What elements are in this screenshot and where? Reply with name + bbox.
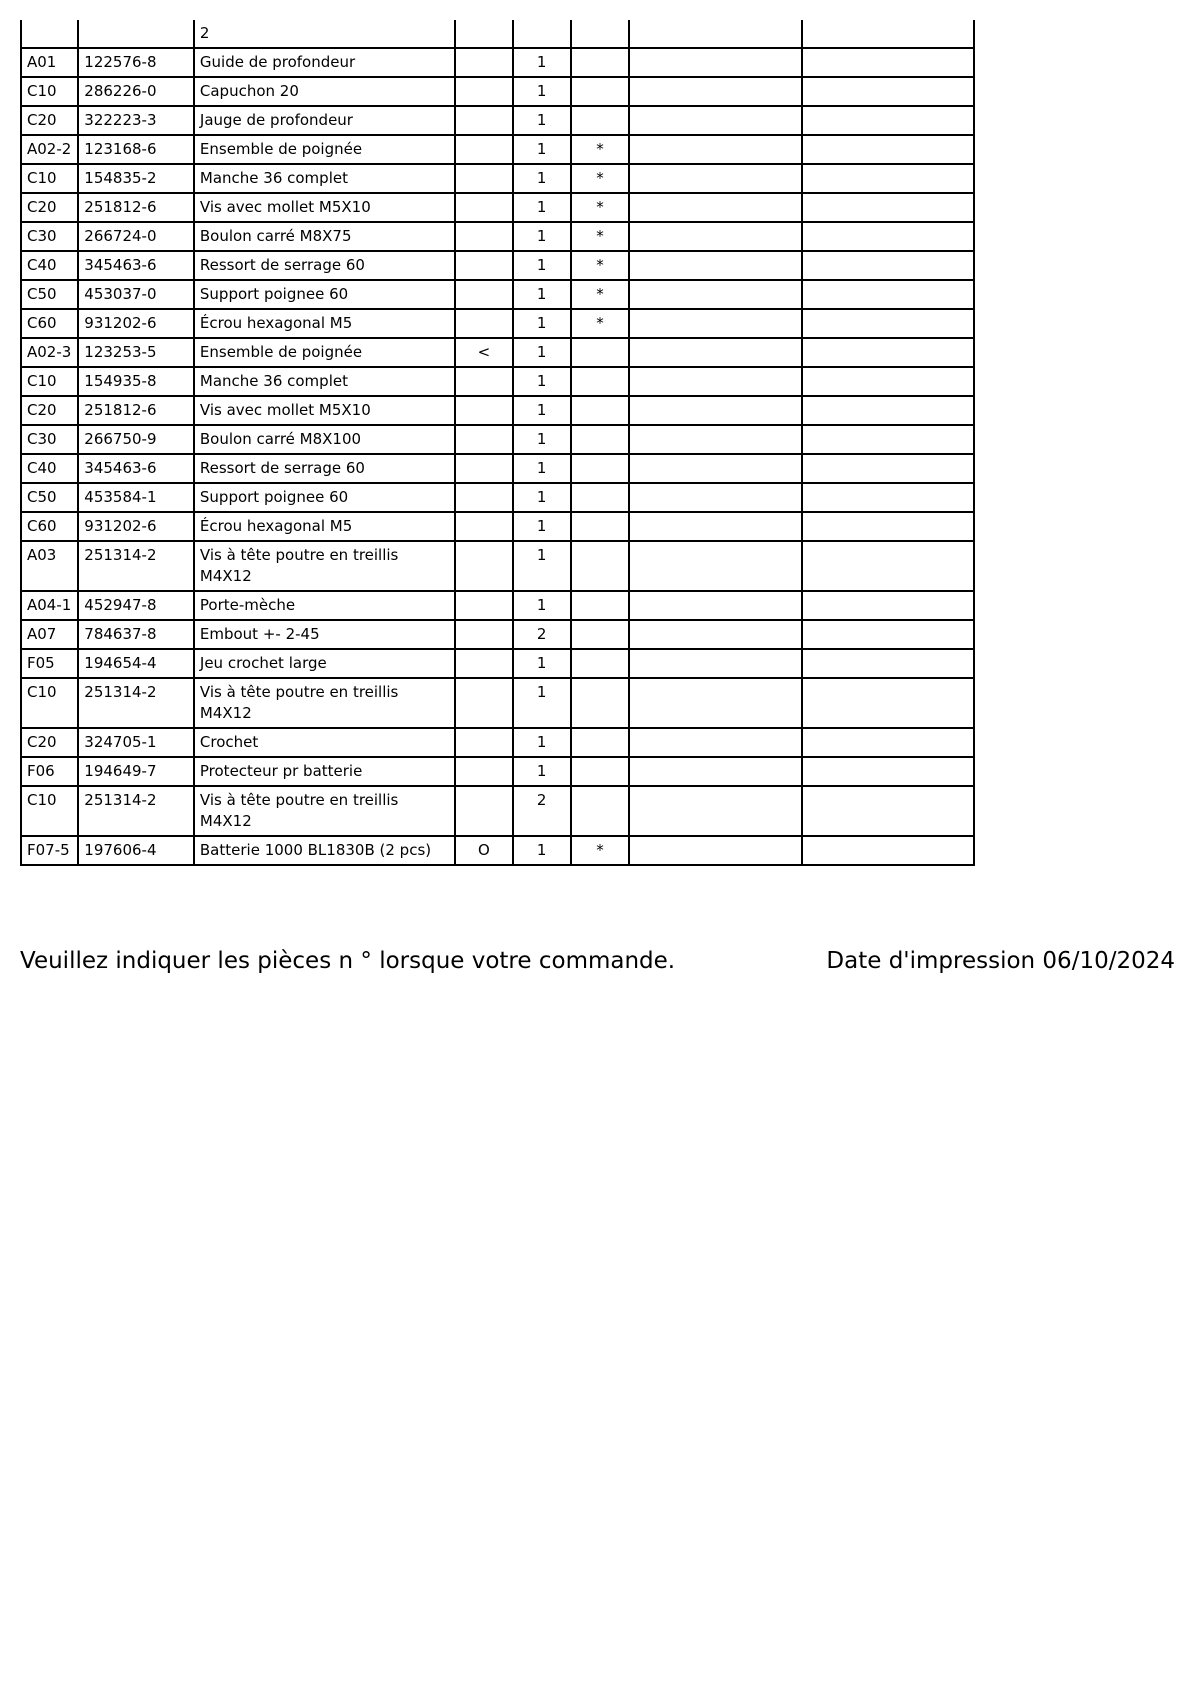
quantity-cell: 1 — [513, 836, 571, 865]
table-row — [21, 786, 974, 836]
blank-cell — [629, 309, 802, 338]
note-cell — [571, 512, 629, 541]
symbol-cell — [455, 135, 512, 164]
blank-cell — [802, 541, 974, 591]
table-row — [21, 728, 974, 757]
blank-cell — [802, 222, 974, 251]
blank-cell — [802, 193, 974, 222]
table-row — [21, 649, 974, 678]
quantity-cell: 1 — [513, 757, 571, 786]
table-row — [21, 483, 974, 512]
note-cell: * — [571, 836, 629, 865]
symbol-cell — [455, 786, 512, 836]
blank-cell — [629, 164, 802, 193]
description-cell: Jeu crochet large — [194, 649, 455, 678]
quantity-cell: 1 — [513, 367, 571, 396]
table-row — [21, 425, 974, 454]
table-row — [21, 164, 974, 193]
part-number-cell: 251812-6 — [78, 396, 194, 425]
table-row — [21, 512, 974, 541]
part-number-cell: 345463-6 — [78, 251, 194, 280]
quantity-cell: 1 — [513, 396, 571, 425]
description-cell: Crochet — [194, 728, 455, 757]
quantity-cell: 1 — [513, 541, 571, 591]
description-cell: Boulon carré M8X100 — [194, 425, 455, 454]
symbol-cell — [455, 591, 512, 620]
item-cell: F06 — [21, 757, 78, 786]
quantity-cell: 1 — [513, 591, 571, 620]
symbol-cell — [455, 164, 512, 193]
quantity-cell: 1 — [513, 338, 571, 367]
symbol-cell — [455, 106, 512, 135]
part-number-cell: 322223-3 — [78, 106, 194, 135]
note-cell: * — [571, 280, 629, 309]
item-cell: C10 — [21, 678, 78, 728]
blank-cell — [802, 280, 974, 309]
note-cell — [571, 338, 629, 367]
table-row — [21, 280, 974, 309]
description-cell: Manche 36 complet — [194, 367, 455, 396]
blank-cell — [802, 649, 974, 678]
item-cell: A07 — [21, 620, 78, 649]
table-row — [21, 193, 974, 222]
blank-cell — [802, 396, 974, 425]
description-cell: Protecteur pr batterie — [194, 757, 455, 786]
item-cell: C60 — [21, 512, 78, 541]
description-cell: Vis avec mollet M5X10 — [194, 193, 455, 222]
part-number-cell: 931202-6 — [78, 512, 194, 541]
part-number-cell: 194654-4 — [78, 649, 194, 678]
table-row — [21, 20, 974, 48]
blank-cell — [802, 77, 974, 106]
description-cell: Ensemble de poignée — [194, 338, 455, 367]
blank-cell — [802, 591, 974, 620]
symbol-cell: < — [455, 338, 512, 367]
quantity-cell: 1 — [513, 425, 571, 454]
blank-cell — [802, 757, 974, 786]
description-cell: Boulon carré M8X75 — [194, 222, 455, 251]
note-cell — [571, 728, 629, 757]
symbol-cell — [455, 454, 512, 483]
table-row — [21, 309, 974, 338]
symbol-cell: O — [455, 836, 512, 865]
table-row — [21, 678, 974, 728]
part-number-cell: 266750-9 — [78, 425, 194, 454]
part-number-cell: 123168-6 — [78, 135, 194, 164]
table-row — [21, 367, 974, 396]
blank-cell — [629, 728, 802, 757]
item-cell: C20 — [21, 193, 78, 222]
item-cell: C10 — [21, 786, 78, 836]
table-row — [21, 396, 974, 425]
blank-cell — [802, 106, 974, 135]
part-number-cell — [78, 20, 194, 48]
note-cell — [571, 541, 629, 591]
item-cell: C30 — [21, 222, 78, 251]
item-cell: A04-1 — [21, 591, 78, 620]
item-cell: C50 — [21, 280, 78, 309]
item-cell: A02-2 — [21, 135, 78, 164]
blank-cell — [629, 678, 802, 728]
note-cell — [571, 678, 629, 728]
blank-cell — [629, 251, 802, 280]
item-cell: F07-5 — [21, 836, 78, 865]
description-cell: Support poignee 60 — [194, 280, 455, 309]
note-cell — [571, 77, 629, 106]
description-cell: Vis avec mollet M5X10 — [194, 396, 455, 425]
symbol-cell — [455, 20, 512, 48]
item-cell: A03 — [21, 541, 78, 591]
symbol-cell — [455, 48, 512, 77]
blank-cell — [802, 836, 974, 865]
part-number-cell: 154835-2 — [78, 164, 194, 193]
blank-cell — [629, 541, 802, 591]
quantity-cell: 1 — [513, 251, 571, 280]
quantity-cell: 1 — [513, 193, 571, 222]
quantity-cell: 1 — [513, 678, 571, 728]
part-number-cell: 453584-1 — [78, 483, 194, 512]
part-number-cell: 194649-7 — [78, 757, 194, 786]
blank-cell — [802, 786, 974, 836]
blank-cell — [802, 251, 974, 280]
blank-cell — [802, 728, 974, 757]
note-cell: * — [571, 135, 629, 164]
blank-cell — [629, 454, 802, 483]
item-cell: A01 — [21, 48, 78, 77]
part-number-cell: 453037-0 — [78, 280, 194, 309]
blank-cell — [629, 367, 802, 396]
description-cell: Embout +- 2-45 — [194, 620, 455, 649]
description-cell: Écrou hexagonal M5 — [194, 512, 455, 541]
note-cell: * — [571, 251, 629, 280]
item-cell: C40 — [21, 251, 78, 280]
quantity-cell: 1 — [513, 280, 571, 309]
part-number-cell: 784637-8 — [78, 620, 194, 649]
quantity-cell: 1 — [513, 77, 571, 106]
blank-cell — [802, 338, 974, 367]
description-cell: Batterie 1000 BL1830B (2 pcs) — [194, 836, 455, 865]
blank-cell — [629, 106, 802, 135]
part-number-cell: 251812-6 — [78, 193, 194, 222]
item-cell: C40 — [21, 454, 78, 483]
description-cell: Vis à tête poutre en treillis M4X12 — [194, 678, 455, 728]
symbol-cell — [455, 309, 512, 338]
description-cell: Vis à tête poutre en treillis M4X12 — [194, 541, 455, 591]
symbol-cell — [455, 678, 512, 728]
blank-cell — [629, 338, 802, 367]
quantity-cell: 1 — [513, 483, 571, 512]
table-row — [21, 251, 974, 280]
symbol-cell — [455, 512, 512, 541]
description-cell: Jauge de profondeur — [194, 106, 455, 135]
description-cell: 2 — [194, 20, 455, 48]
description-cell: Porte-mèche — [194, 591, 455, 620]
order-instruction: Veuillez indiquer les pièces n ° lorsque votre commande. — [20, 948, 676, 974]
part-number-cell: 197606-4 — [78, 836, 194, 865]
symbol-cell — [455, 251, 512, 280]
symbol-cell — [455, 757, 512, 786]
symbol-cell — [455, 193, 512, 222]
quantity-cell: 1 — [513, 135, 571, 164]
symbol-cell — [455, 222, 512, 251]
item-cell: C10 — [21, 164, 78, 193]
item-cell: C20 — [21, 106, 78, 135]
blank-cell — [802, 512, 974, 541]
table-row — [21, 135, 974, 164]
print-date: Date d'impression 06/10/2024 — [826, 948, 1175, 974]
blank-cell — [629, 20, 802, 48]
quantity-cell: 1 — [513, 164, 571, 193]
blank-cell — [629, 193, 802, 222]
parts-table — [20, 20, 975, 866]
symbol-cell — [455, 483, 512, 512]
table-row — [21, 222, 974, 251]
quantity-cell: 1 — [513, 512, 571, 541]
item-cell: C20 — [21, 396, 78, 425]
note-cell — [571, 786, 629, 836]
note-cell: * — [571, 164, 629, 193]
table-row — [21, 454, 974, 483]
note-cell — [571, 20, 629, 48]
symbol-cell — [455, 620, 512, 649]
blank-cell — [802, 48, 974, 77]
note-cell — [571, 454, 629, 483]
item-cell: C30 — [21, 425, 78, 454]
note-cell — [571, 483, 629, 512]
symbol-cell — [455, 649, 512, 678]
note-cell — [571, 48, 629, 77]
symbol-cell — [455, 367, 512, 396]
blank-cell — [802, 135, 974, 164]
blank-cell — [802, 164, 974, 193]
blank-cell — [629, 786, 802, 836]
item-cell: F05 — [21, 649, 78, 678]
blank-cell — [629, 77, 802, 106]
note-cell — [571, 757, 629, 786]
blank-cell — [802, 20, 974, 48]
description-cell: Support poignee 60 — [194, 483, 455, 512]
blank-cell — [629, 649, 802, 678]
item-cell: C20 — [21, 728, 78, 757]
part-number-cell: 452947-8 — [78, 591, 194, 620]
parts-table-body — [21, 20, 974, 865]
blank-cell — [629, 280, 802, 309]
part-number-cell: 345463-6 — [78, 454, 194, 483]
symbol-cell — [455, 280, 512, 309]
note-cell — [571, 106, 629, 135]
description-cell: Manche 36 complet — [194, 164, 455, 193]
note-cell — [571, 425, 629, 454]
note-cell — [571, 591, 629, 620]
item-cell: C10 — [21, 367, 78, 396]
quantity-cell: 1 — [513, 454, 571, 483]
blank-cell — [802, 425, 974, 454]
part-number-cell: 123253-5 — [78, 338, 194, 367]
quantity-cell: 1 — [513, 309, 571, 338]
item-cell: A02-3 — [21, 338, 78, 367]
blank-cell — [802, 367, 974, 396]
part-number-cell: 324705-1 — [78, 728, 194, 757]
symbol-cell — [455, 77, 512, 106]
table-row — [21, 48, 974, 77]
blank-cell — [802, 483, 974, 512]
description-cell: Vis à tête poutre en treillis M4X12 — [194, 786, 455, 836]
table-row — [21, 338, 974, 367]
description-cell: Guide de profondeur — [194, 48, 455, 77]
table-row — [21, 620, 974, 649]
quantity-cell: 1 — [513, 222, 571, 251]
blank-cell — [802, 309, 974, 338]
part-number-cell: 251314-2 — [78, 678, 194, 728]
part-number-cell: 931202-6 — [78, 309, 194, 338]
blank-cell — [629, 396, 802, 425]
description-cell: Écrou hexagonal M5 — [194, 309, 455, 338]
table-row — [21, 541, 974, 591]
description-cell: Capuchon 20 — [194, 77, 455, 106]
blank-cell — [802, 620, 974, 649]
item-cell: C50 — [21, 483, 78, 512]
table-row — [21, 77, 974, 106]
quantity-cell: 2 — [513, 620, 571, 649]
part-number-cell: 251314-2 — [78, 786, 194, 836]
item-cell — [21, 20, 78, 48]
blank-cell — [629, 222, 802, 251]
symbol-cell — [455, 728, 512, 757]
quantity-cell: 1 — [513, 728, 571, 757]
blank-cell — [629, 512, 802, 541]
quantity-cell: 1 — [513, 106, 571, 135]
blank-cell — [629, 591, 802, 620]
table-row — [21, 591, 974, 620]
quantity-cell: 1 — [513, 649, 571, 678]
note-cell — [571, 649, 629, 678]
item-cell: C10 — [21, 77, 78, 106]
blank-cell — [629, 135, 802, 164]
blank-cell — [802, 454, 974, 483]
description-cell: Ressort de serrage 60 — [194, 251, 455, 280]
part-number-cell: 251314-2 — [78, 541, 194, 591]
quantity-cell: 2 — [513, 786, 571, 836]
note-cell: * — [571, 193, 629, 222]
part-number-cell: 286226-0 — [78, 77, 194, 106]
note-cell — [571, 396, 629, 425]
quantity-cell: 1 — [513, 48, 571, 77]
note-cell — [571, 367, 629, 396]
part-number-cell: 266724-0 — [78, 222, 194, 251]
note-cell: * — [571, 309, 629, 338]
symbol-cell — [455, 396, 512, 425]
table-row — [21, 836, 974, 865]
part-number-cell: 154935-8 — [78, 367, 194, 396]
description-cell: Ressort de serrage 60 — [194, 454, 455, 483]
part-number-cell: 122576-8 — [78, 48, 194, 77]
note-cell — [571, 620, 629, 649]
item-cell: C60 — [21, 309, 78, 338]
blank-cell — [629, 836, 802, 865]
blank-cell — [629, 620, 802, 649]
blank-cell — [629, 483, 802, 512]
blank-cell — [802, 678, 974, 728]
quantity-cell — [513, 20, 571, 48]
blank-cell — [629, 48, 802, 77]
description-cell: Ensemble de poignée — [194, 135, 455, 164]
blank-cell — [629, 757, 802, 786]
note-cell: * — [571, 222, 629, 251]
table-row — [21, 757, 974, 786]
symbol-cell — [455, 541, 512, 591]
blank-cell — [629, 425, 802, 454]
symbol-cell — [455, 425, 512, 454]
table-row — [21, 106, 974, 135]
